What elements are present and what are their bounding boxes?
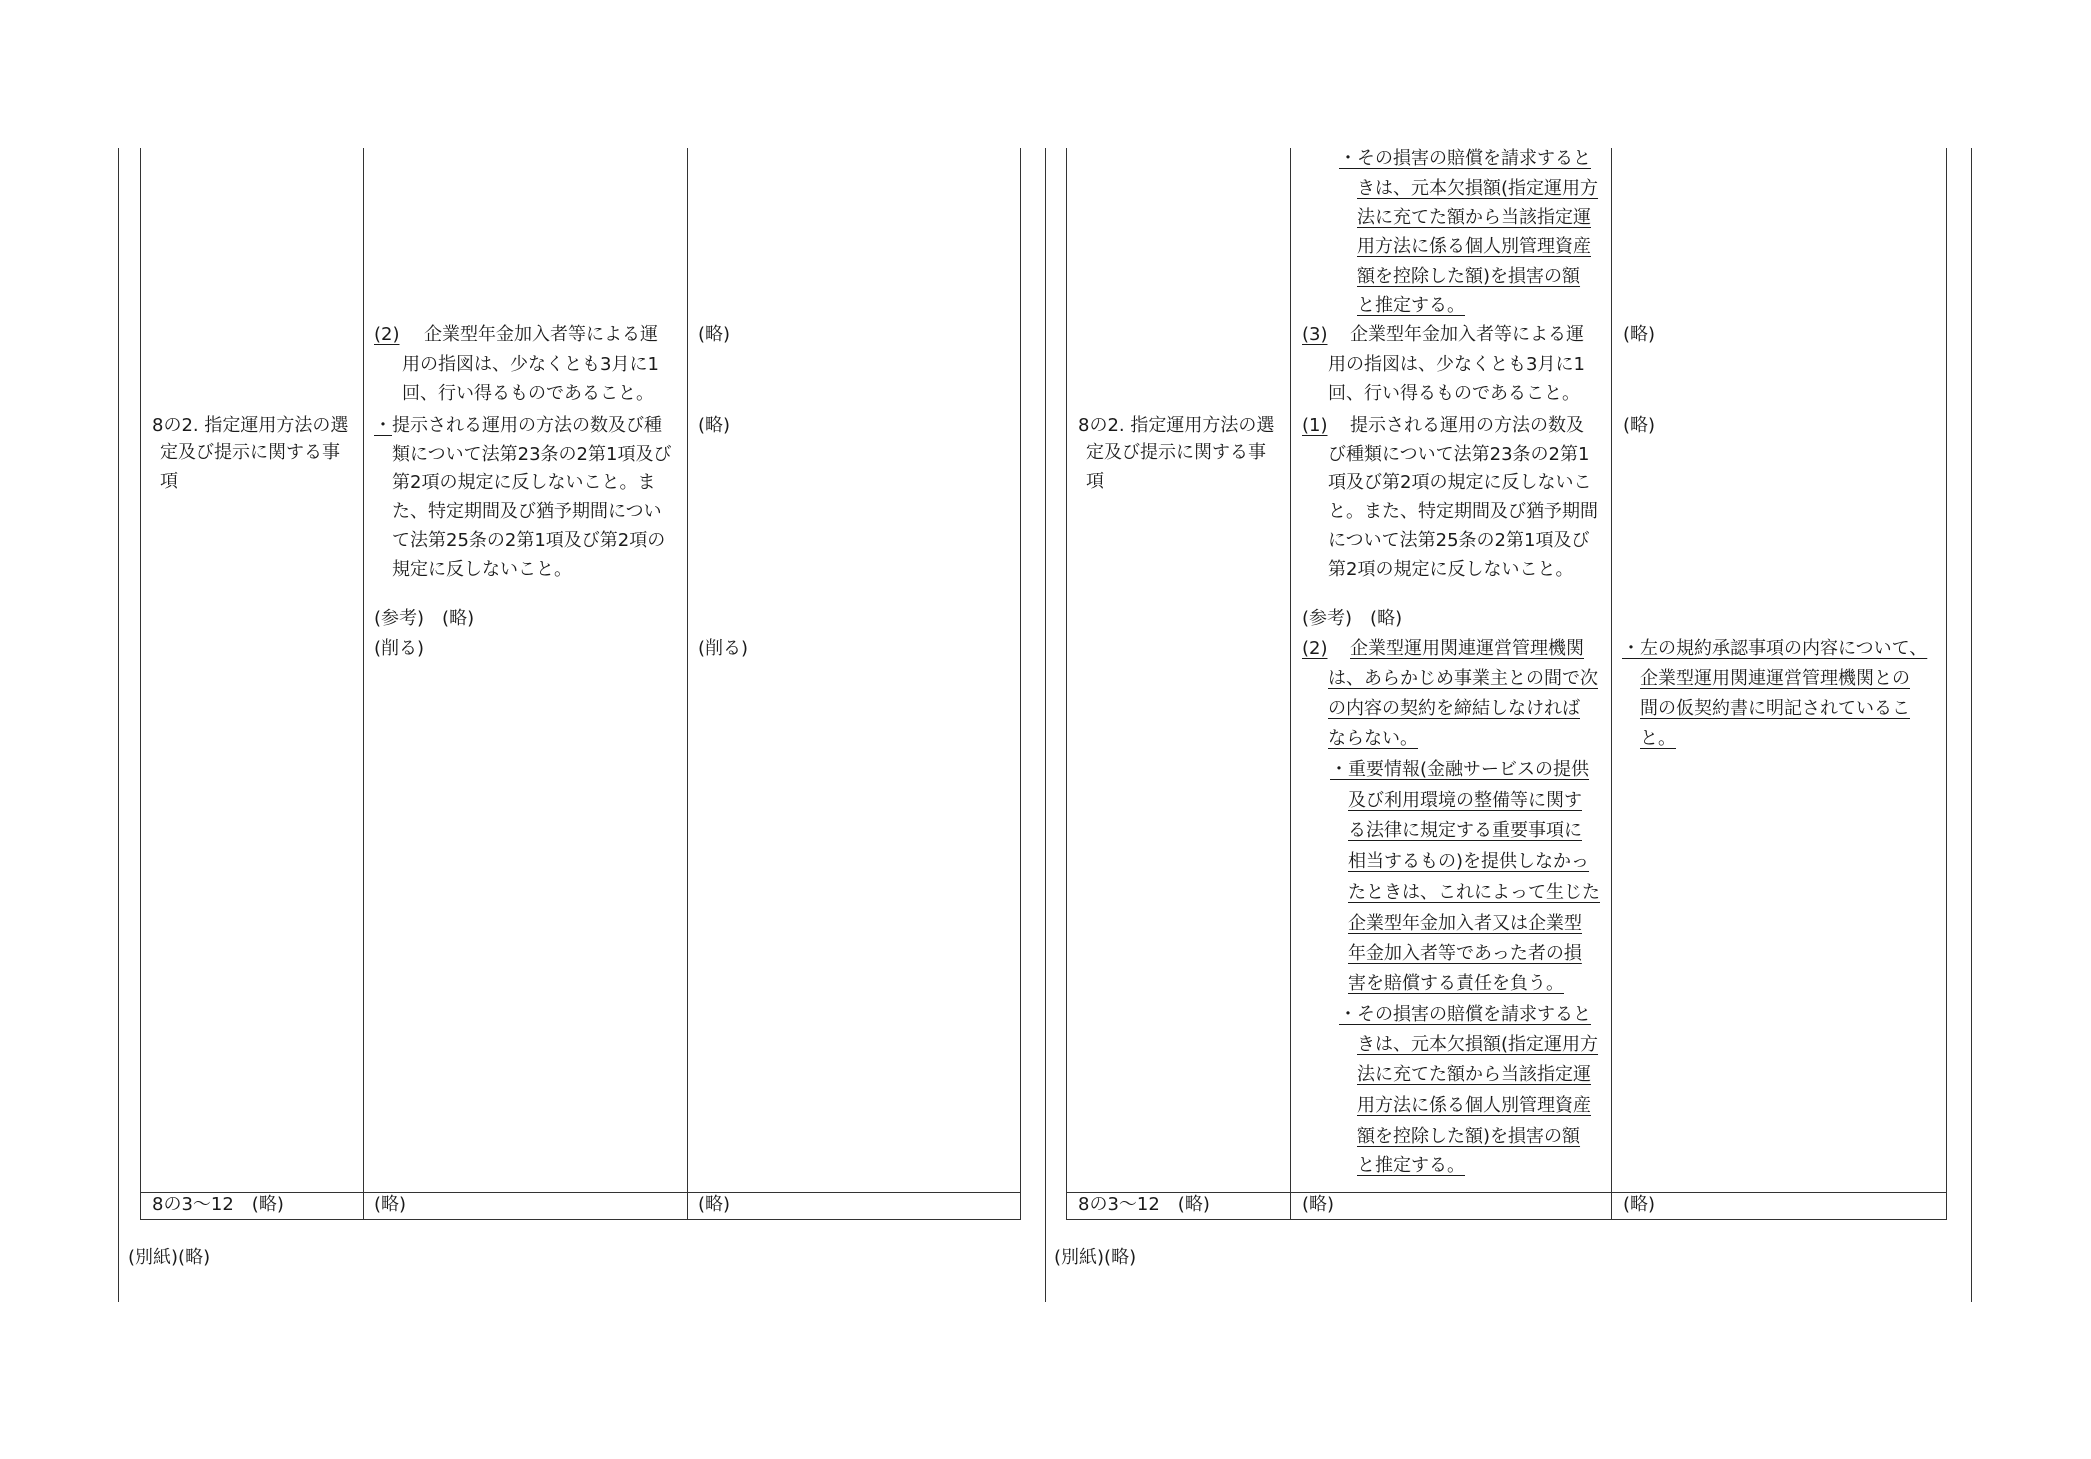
right-table-col-line-3 [1611,148,1612,1220]
right-item-1-line: 提示される運用の方法の数及 [1350,415,1584,436]
right-item-3-reference: (略) [1623,324,1656,345]
right-approval-note-line: 左の規約承認事項の内容について、 [1640,638,1928,659]
left-bullet-line: て法第25条の2第1項及び第2項の [392,530,666,551]
right-bullet-a-line: 害を賠償する責任を負う。 [1348,973,1564,994]
left-bullet-mark: ・ [374,415,392,436]
right-bullet-a-line: たときは、これによって生じた [1348,882,1600,903]
left-page-outer-border [118,148,119,1302]
right-bullet-a-line: る法律に規定する重要事項に [1348,820,1582,841]
right-footer-cell-3: (略) [1623,1194,1656,1215]
right-top-bullet-line: きは、元本欠損額(指定運用方 [1357,178,1599,199]
right-approval-note-line: 企業型運用関連運営管理機関との [1640,668,1910,689]
right-bullet-a-mark: ・ [1330,759,1348,780]
left-item-2-reference: (略) [698,324,731,345]
page-divider-line [1045,148,1046,1302]
right-top-bullet-line: 額を控除した額)を損害の額 [1357,266,1581,287]
right-item-1-line: 項及び第2項の規定に反しないこ [1328,472,1592,493]
right-top-bullet-line: 用方法に係る個人別管理資産 [1357,236,1591,257]
right-section-title-line: 8の2. 指定運用方法の選 [1078,415,1275,436]
right-item-3-line: 回、行い得るものであること。 [1328,383,1580,404]
right-page-outer-border [1971,148,1972,1302]
left-section-title-line: 定及び提示に関する事 [160,442,340,463]
right-bullet-b-line: その損害の賠償を請求すると [1357,1004,1591,1025]
right-top-bullet-line: その損害の賠償を請求すると [1357,148,1591,169]
right-table-col-line-4 [1946,148,1947,1220]
left-item-2-line: 用の指図は、少なくとも3月に1 [402,354,659,375]
right-item-2-line: ならない。 [1328,728,1418,749]
left-table-col-line-1 [140,148,141,1220]
right-item-2-line: 企業型運用関連運営管理機関 [1350,638,1584,659]
left-item-2-line: 企業型年金加入者等による運 [424,324,658,345]
left-kezuru-text: (削る) [374,638,425,659]
right-bullet-a-line: 企業型年金加入者又は企業型 [1348,913,1582,934]
left-section-title-line: 項 [160,471,178,492]
right-table-col-line-1 [1066,148,1067,1220]
right-bullet-b-line: きは、元本欠損額(指定運用方 [1357,1034,1599,1055]
right-bullet-a-line: 年金加入者等であった者の損 [1348,943,1582,964]
right-item-3-line: 用の指図は、少なくとも3月に1 [1328,354,1585,375]
right-bullet-b-line: 額を控除した額)を損害の額 [1357,1126,1581,1147]
right-top-bullet-mark: ・ [1339,148,1357,169]
right-item-1-line: 第2項の規定に反しないこと。 [1328,559,1574,580]
left-bullet-line: た、特定期間及び猶予期間につい [392,501,662,522]
left-section-title-line: 8の2. 指定運用方法の選 [152,415,349,436]
right-footer-cell-2: (略) [1302,1194,1335,1215]
right-item-3-line: 企業型年金加入者等による運 [1350,324,1584,345]
right-sankou-text: (参考) (略) [1302,608,1403,629]
right-bullet-b-mark: ・ [1339,1004,1357,1025]
right-bessi-note: (別紙)(略) [1054,1247,1137,1268]
right-bullet-a-line: 及び利用環境の整備等に関す [1348,790,1582,811]
left-bessi-note: (別紙)(略) [128,1247,211,1268]
left-table-col-line-4 [1020,148,1021,1220]
left-footer-cell-3: (略) [698,1194,731,1215]
left-bullet-line: 提示される運用の方法の数及び種 [392,415,662,436]
left-footer-cell-2: (略) [374,1194,407,1215]
right-item-3-number: (3) [1302,324,1328,345]
left-bullet-line: 第2項の規定に反しないこと。ま [392,472,656,493]
left-item-2-line: 回、行い得るものであること。 [402,383,654,404]
right-item-1-line: と。また、特定期間及び猶予期間 [1328,501,1598,522]
right-bullet-a-line: 重要情報(金融サービスの提供 [1348,759,1590,780]
right-top-bullet-line: 法に充てた額から当該指定運 [1357,207,1591,228]
right-top-bullet-line: と推定する。 [1357,295,1465,316]
right-bullet-b-line: 用方法に係る個人別管理資産 [1357,1095,1591,1116]
right-bullet-b-line: 法に充てた額から当該指定運 [1357,1064,1591,1085]
left-table-col-line-3 [687,148,688,1220]
right-footer-section: 8の3～12 (略) [1078,1194,1210,1215]
right-item-1-line: び種類について法第23条の2第1 [1328,444,1590,465]
right-item-1-reference: (略) [1623,415,1656,436]
left-item-2-number: (2) [374,324,400,345]
right-item-2-line: は、あらかじめ事業主との間で次 [1328,668,1598,689]
right-approval-note-line: と。 [1640,728,1676,749]
right-bullet-b-line: と推定する。 [1357,1155,1465,1176]
right-item-1-line: について法第25条の2第1項及び [1328,530,1590,551]
right-bullet-a-line: 相当するもの)を提供しなかっ [1348,851,1590,872]
right-table-col-line-2 [1290,148,1291,1220]
left-table-col-line-2 [363,148,364,1220]
right-section-title-line: 項 [1086,471,1104,492]
right-section-title-line: 定及び提示に関する事 [1086,442,1266,463]
left-bullet-line: 類について法第23条の2第1項及び [392,444,672,465]
right-approval-note-mark: ・ [1622,638,1640,659]
left-kezuru-reference: (削る) [698,638,749,659]
left-bullet-reference: (略) [698,415,731,436]
left-footer-section: 8の3～12 (略) [152,1194,284,1215]
left-sankou-text: (参考) (略) [374,608,475,629]
right-item-2-line: の内容の契約を締結しなければ [1328,698,1580,719]
left-bullet-line: 規定に反しないこと。 [392,559,572,580]
right-item-2-number: (2) [1302,638,1328,659]
right-approval-note-line: 間の仮契約書に明記されているこ [1640,698,1910,719]
right-item-1-number: (1) [1302,415,1328,436]
